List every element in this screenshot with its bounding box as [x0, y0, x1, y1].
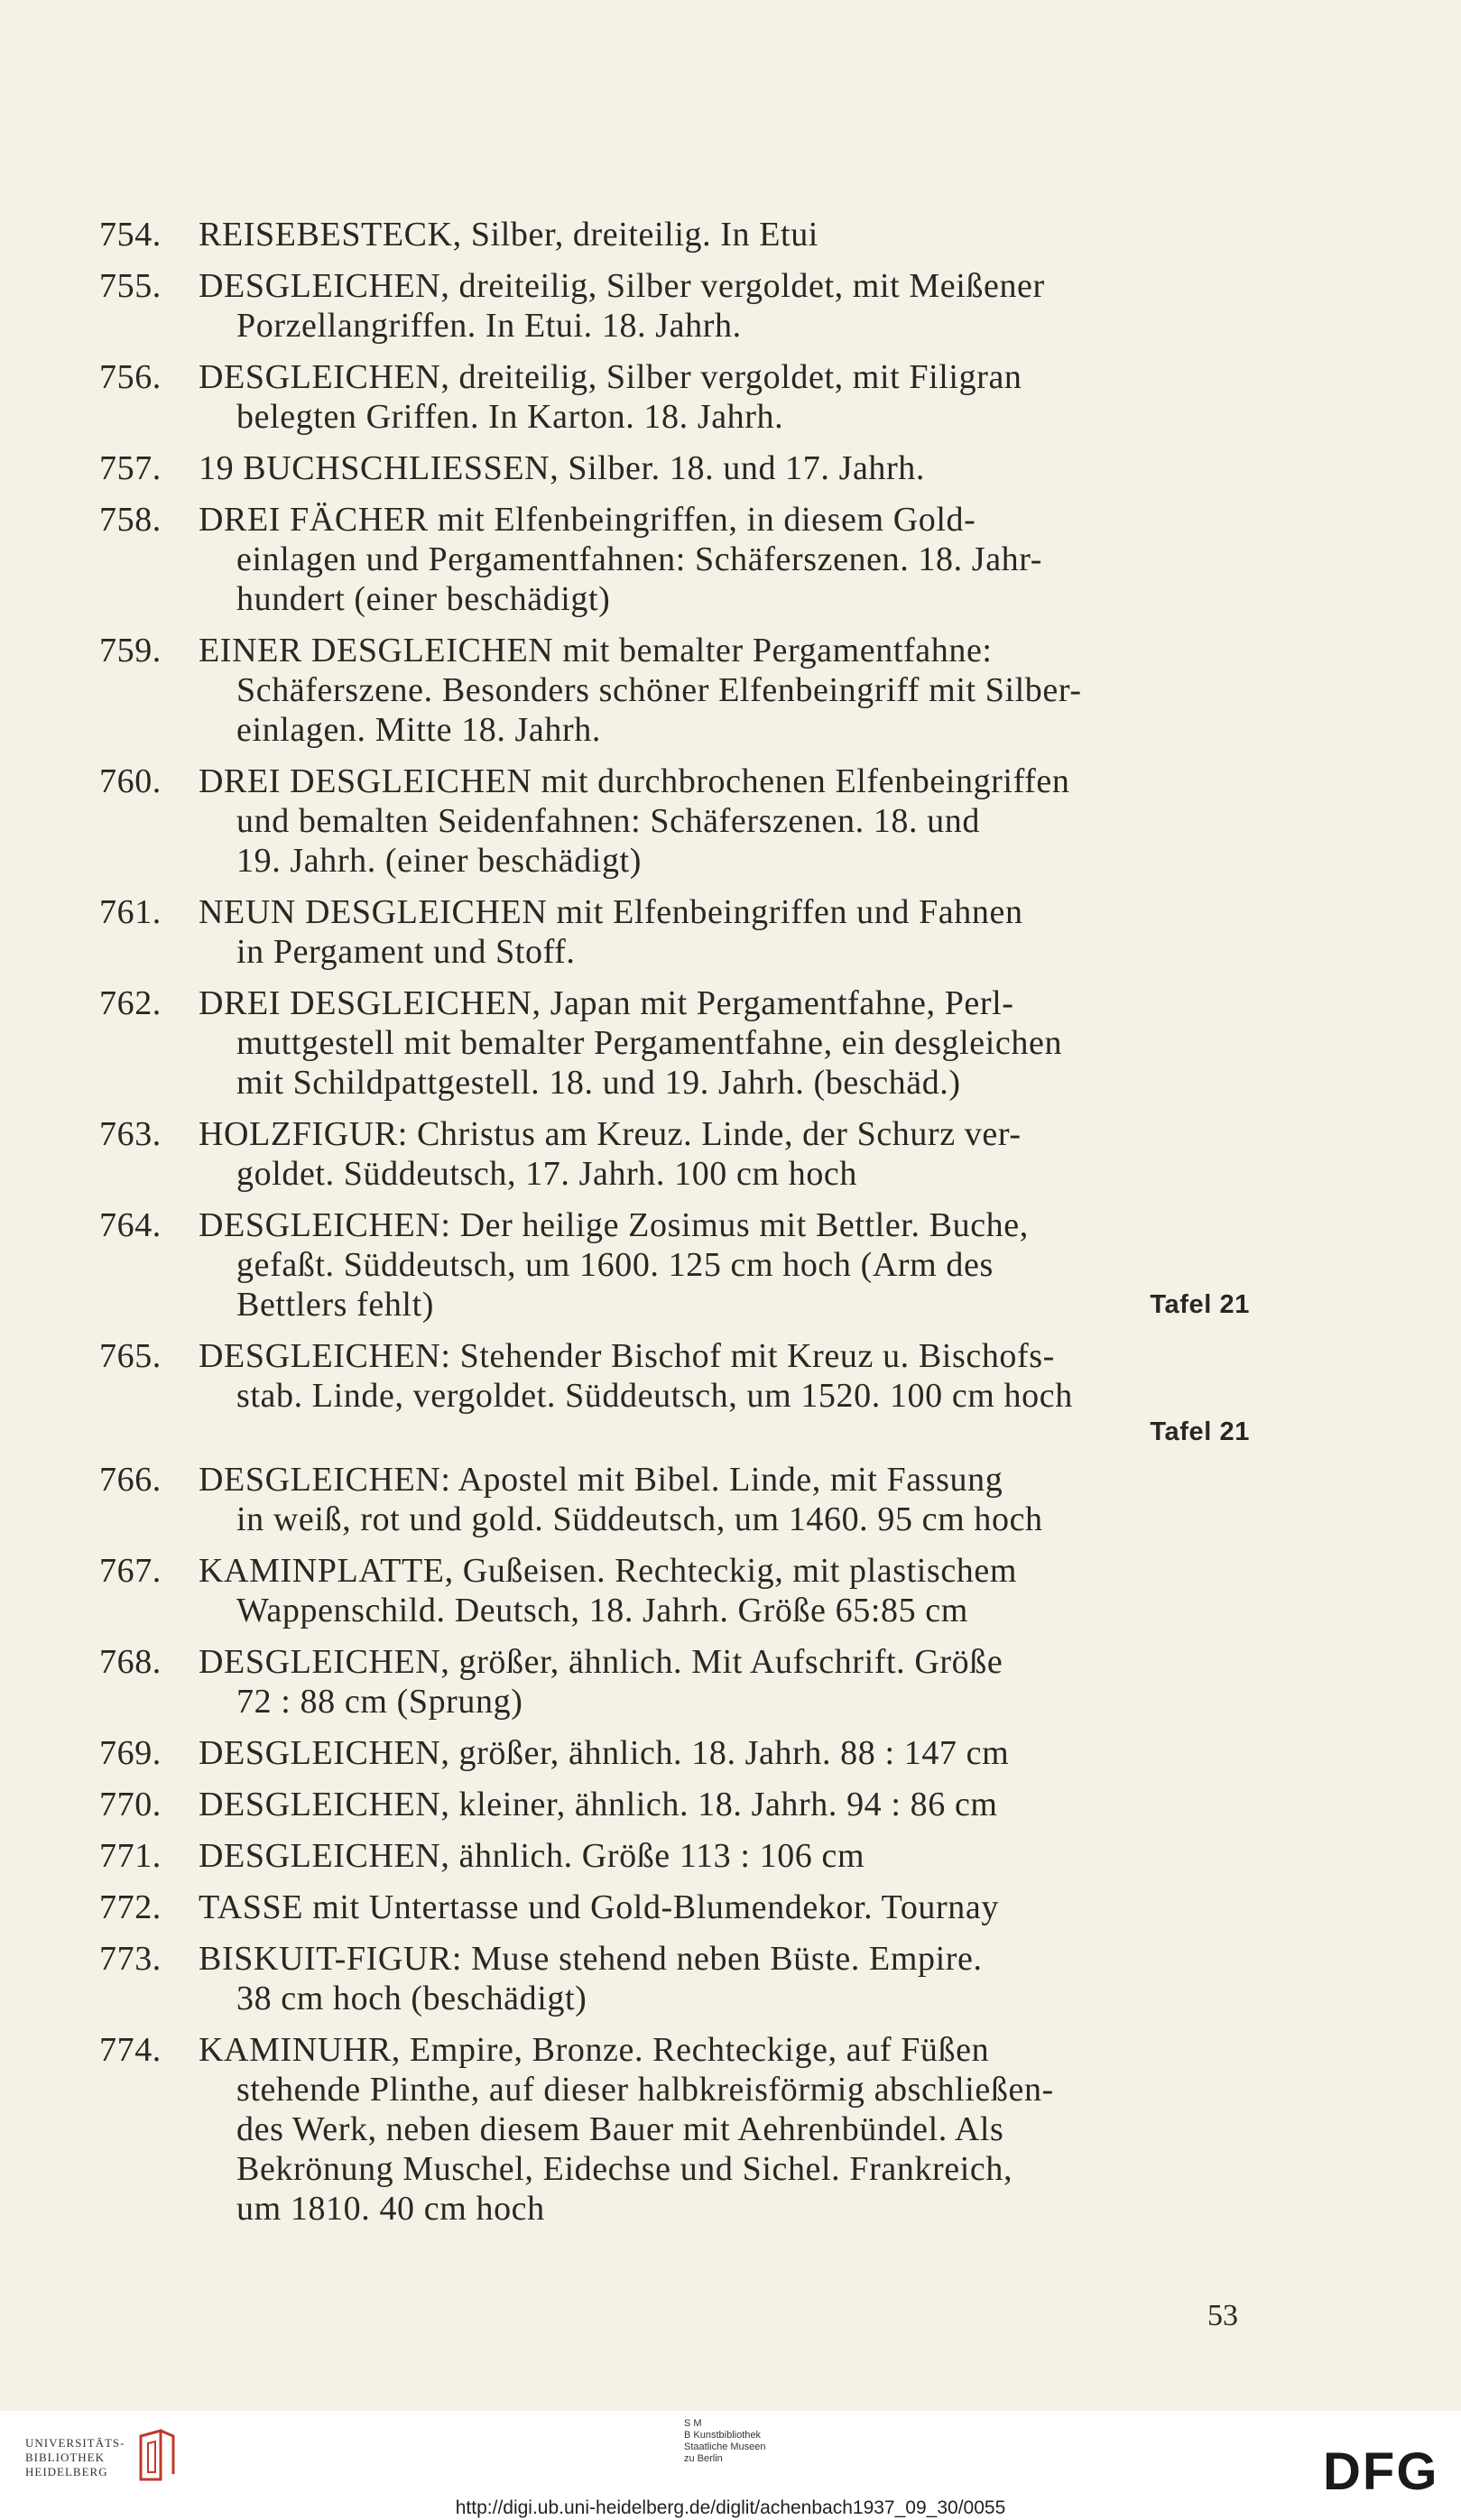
catalog-entry — [99, 1460, 1250, 1539]
entry-number: 756. — [99, 358, 162, 396]
catalog-entry — [99, 1551, 1250, 1630]
entry-number: 761. — [99, 893, 162, 931]
entry-number: 764. — [99, 1206, 162, 1244]
center-line: zu Berlin — [684, 2453, 723, 2464]
entry-line: belegten Griffen. In Karton. 18. Jahrh. — [236, 398, 784, 436]
entry-line: DESGLEICHEN, größer, ähnlich. 18. Jahrh. 88 : 147 cm — [199, 1734, 1010, 1772]
entry-line: des Werk, neben diesem Bauer mit Aehrenbündel. Als — [236, 2110, 1004, 2148]
catalog-entry — [99, 1888, 1250, 1927]
dfg-logo: DFG — [1323, 2442, 1439, 2501]
entry-line: stehende Plinthe, auf dieser halbkreisförmig abschließen- — [236, 2071, 1054, 2109]
entry-line: Bettlers fehlt) — [236, 1286, 434, 1324]
page-number: 53 — [1207, 2299, 1238, 2332]
catalog-entry — [99, 631, 1250, 750]
entry-line: in Pergament und Stoff. — [236, 933, 576, 971]
catalog-entry — [99, 357, 1250, 437]
entry-line: 19. Jahrh. (einer beschädigt) — [236, 842, 642, 880]
catalog-entry — [99, 1336, 1250, 1448]
entry-line: mit Schildpattgestell. 18. und 19. Jahrh. (beschäd.) — [236, 1064, 961, 1102]
digitization-footer — [0, 2411, 1461, 2520]
plate-reference: Tafel 21 — [1150, 1290, 1250, 1319]
entry-line: Porzellangriffen. In Etui. 18. Jahrh. — [236, 307, 742, 345]
catalog-entry — [99, 1836, 1250, 1876]
entry-number: 773. — [99, 1940, 162, 1978]
entry-line: 38 cm hoch (beschädigt) — [236, 1980, 587, 2017]
entry-line: DESGLEICHEN: Stehender Bischof mit Kreuz u. Bischofs- — [199, 1337, 1055, 1375]
entry-line: einlagen. Mitte 18. Jahrh. — [236, 711, 601, 749]
entry-line: um 1810. 40 cm hoch — [236, 2190, 545, 2228]
entry-line: DESGLEICHEN, kleiner, ähnlich. 18. Jahrh. 94 : 86 cm — [199, 1786, 998, 1823]
entry-line: hundert (einer beschädigt) — [236, 580, 611, 618]
entry-line: 19 BUCHSCHLIESSEN, Silber. 18. und 17. Jahrh. — [199, 449, 925, 487]
entry-line: HOLZFIGUR: Christus am Kreuz. Linde, der Schurz ver- — [199, 1115, 1022, 1153]
entry-line: DREI FÄCHER mit Elfenbeingriffen, in diesem Gold- — [199, 501, 976, 539]
entry-number: 758. — [99, 501, 162, 539]
catalog-entry — [99, 1114, 1250, 1194]
entry-line: DESGLEICHEN, dreiteilig, Silber vergoldet, mit Filigran — [199, 358, 1022, 396]
entry-line: EINER DESGLEICHEN mit bemalter Pergamentfahne: — [199, 632, 993, 669]
entry-number: 768. — [99, 1643, 162, 1681]
entry-line: KAMINPLATTE, Gußeisen. Rechteckig, mit plastischem — [199, 1552, 1018, 1590]
entry-number: 763. — [99, 1115, 162, 1153]
catalog-entry — [99, 2030, 1250, 2229]
uni-line: HEIDELBERG — [25, 2465, 108, 2478]
entry-line: stab. Linde, vergoldet. Süddeutsch, um 1520. 100 cm hoch — [236, 1377, 1073, 1415]
entry-number: 769. — [99, 1734, 162, 1772]
entry-number: 770. — [99, 1786, 162, 1823]
center-line: B Kunstbibliothek — [684, 2430, 761, 2441]
catalog-entry — [99, 1939, 1250, 2018]
entry-number: 774. — [99, 2031, 162, 2069]
uni-line: UNIVERSITÄTS- — [25, 2436, 125, 2450]
catalog-entry — [99, 1205, 1250, 1325]
entry-number: 757. — [99, 449, 162, 487]
entry-line: DESGLEICHEN, ähnlich. Größe 113 : 106 cm — [199, 1837, 865, 1875]
entry-line: goldet. Süddeutsch, 17. Jahrh. 100 cm hoch — [236, 1155, 857, 1193]
entry-number: 762. — [99, 984, 162, 1022]
entry-number: 755. — [99, 267, 162, 305]
catalog-entry — [99, 1785, 1250, 1824]
kunstbibliothek-label — [684, 2418, 766, 2465]
entry-line: DESGLEICHEN: Apostel mit Bibel. Linde, mit Fassung — [199, 1461, 1003, 1499]
university-logo-icon — [134, 2427, 179, 2485]
entry-line: einlagen und Pergamentfahnen: Schäferszenen. 18. Jahr- — [236, 540, 1043, 578]
entry-number: 765. — [99, 1337, 162, 1375]
university-library-label — [25, 2436, 125, 2479]
entry-line: und bemalten Seidenfahnen: Schäferszenen. 18. und — [236, 802, 980, 840]
entry-line: muttgestell mit bemalter Pergamentfahne, ein desgleichen — [236, 1024, 1063, 1062]
catalog-entry — [99, 500, 1250, 619]
entry-number: 759. — [99, 632, 162, 669]
entry-line: gefaßt. Süddeutsch, um 1600. 125 cm hoch (Arm des — [236, 1246, 994, 1284]
entry-number: 767. — [99, 1552, 162, 1590]
entry-line: DESGLEICHEN: Der heilige Zosimus mit Bettler. Buche, — [199, 1206, 1029, 1244]
catalog-entry — [99, 1733, 1250, 1773]
entry-line: Bekrönung Muschel, Eidechse und Sichel. Frankreich, — [236, 2150, 1013, 2188]
entry-line: KAMINUHR, Empire, Bronze. Rechteckige, auf Füßen — [199, 2031, 990, 2069]
center-line: Staatliche Museen — [684, 2442, 766, 2452]
entry-number: 772. — [99, 1888, 162, 1926]
catalog-entry — [99, 983, 1250, 1103]
entry-line: REISEBESTECK, Silber, dreiteilig. In Etui — [199, 216, 818, 254]
catalog-entry — [99, 266, 1250, 346]
catalog-entry — [99, 1642, 1250, 1722]
entry-line: BISKUIT-FIGUR: Muse stehend neben Büste. Empire. — [199, 1940, 983, 1978]
entry-line: 72 : 88 cm (Sprung) — [236, 1683, 523, 1721]
entry-line: DESGLEICHEN, dreiteilig, Silber vergoldet, mit Meißener — [199, 267, 1045, 305]
entry-line: DESGLEICHEN, größer, ähnlich. Mit Aufschrift. Größe — [199, 1643, 1003, 1681]
entry-number: 766. — [99, 1461, 162, 1499]
entry-line: DREI DESGLEICHEN mit durchbrochenen Elfenbeingriffen — [199, 762, 1070, 800]
entry-line: TASSE mit Untertasse und Gold-Blumendekor. Tournay — [199, 1888, 999, 1926]
catalog-entry — [99, 215, 1250, 254]
entry-line: Wappenschild. Deutsch, 18. Jahrh. Größe 65:85 cm — [236, 1592, 968, 1629]
entry-number: 760. — [99, 762, 162, 800]
entry-number: 771. — [99, 1837, 162, 1875]
entry-line: in weiß, rot und gold. Süddeutsch, um 1460. 95 cm hoch — [236, 1500, 1043, 1538]
entry-line: Schäferszene. Besonders schöner Elfenbeingriff mit Silber- — [236, 671, 1082, 709]
entry-number: 754. — [99, 216, 162, 254]
plate-reference: Tafel 21 — [1150, 1417, 1250, 1446]
catalog-entry — [99, 892, 1250, 972]
uni-line: BIBLIOTHEK — [25, 2451, 105, 2464]
entry-line: DREI DESGLEICHEN, Japan mit Pergamentfahne, Perl- — [199, 984, 1014, 1022]
catalog-entry — [99, 762, 1250, 881]
catalog-entry — [99, 448, 1250, 488]
catalog-entries — [99, 215, 1250, 2240]
entry-line: NEUN DESGLEICHEN mit Elfenbeingriffen und Fahnen — [199, 893, 1023, 931]
source-url-link[interactable]: http://digi.ub.uni-heidelberg.de/diglit/achenbach1937_09_30/0055 — [455, 2497, 1006, 2518]
center-line: S M — [684, 2418, 702, 2429]
